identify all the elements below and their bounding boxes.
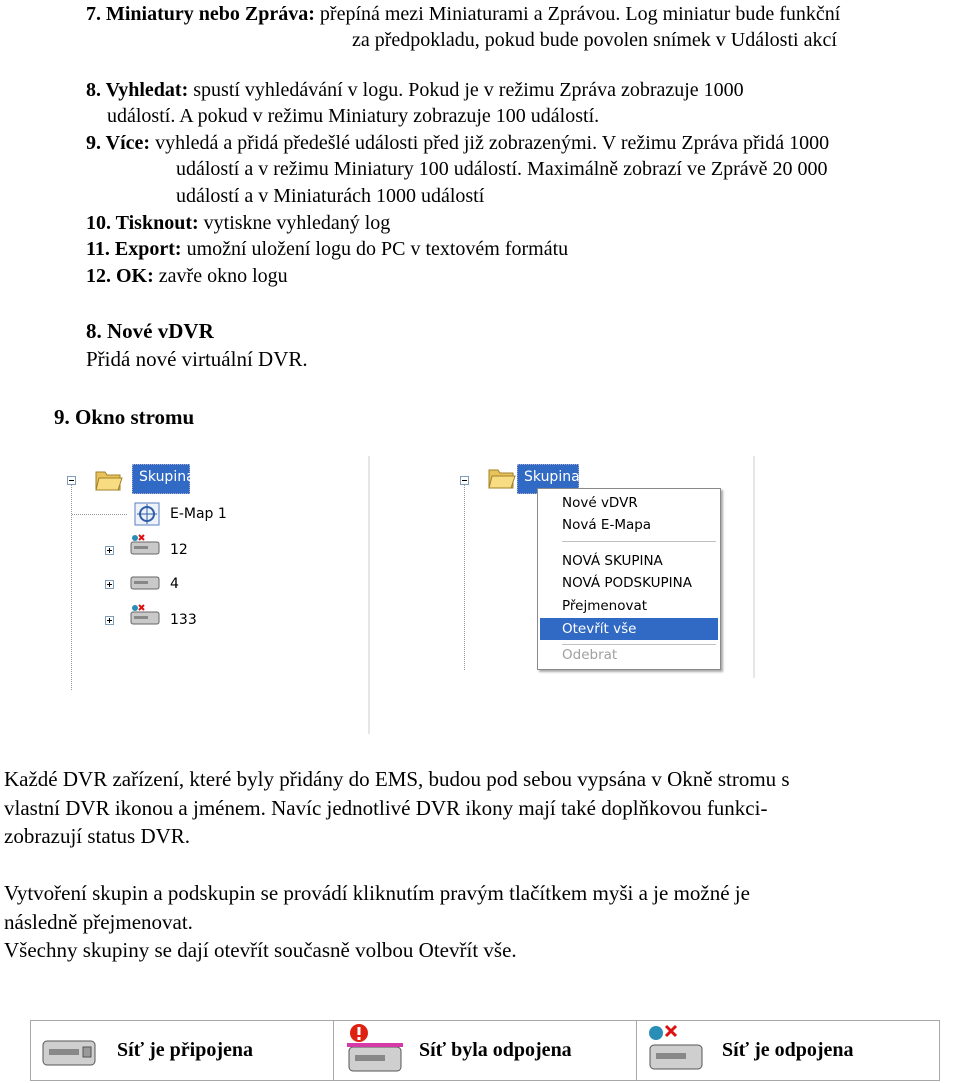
tree-item-dvr[interactable]: 4 [170, 576, 179, 592]
item-text: umožní uložení logu do PC v textovém formátu [186, 238, 569, 260]
expand-icon[interactable] [105, 616, 114, 625]
item-9-cont2: událostí a v Miniaturách 1000 událostí [176, 185, 485, 207]
item-9 [86, 131, 829, 155]
item-text: vytiskne vyhledaný log [203, 212, 391, 234]
folder-open-icon [487, 464, 517, 490]
item-11 [86, 237, 568, 261]
dvr-disconnected-icon [130, 604, 160, 626]
collapse-icon[interactable] [460, 476, 469, 485]
tree-item-emap[interactable]: E-Map 1 [170, 506, 227, 522]
status-legend [30, 1020, 940, 1081]
item-text: přepíná mezi Miniaturami a Zprávou. Log miniatur bude funkční [319, 3, 841, 25]
menu-item-new-subgroup[interactable]: NOVÁ PODSKUPINA [562, 575, 692, 591]
context-menu [537, 488, 721, 670]
item-8 [86, 78, 744, 102]
item-key: 8. Vyhledat: [86, 79, 189, 101]
legend-label: Síť je připojena [117, 1039, 253, 1061]
tree-item-dvr[interactable]: 133 [170, 612, 197, 628]
item-text: vyhledá a přidá předešlé události před již zobrazenými. V režimu Zpráva přidá 1000 [155, 132, 830, 154]
paragraph-2-line-3: Všechny skupiny se dají otevřít současně volbou Otevřít vše. [4, 938, 517, 962]
emap-icon [134, 502, 160, 526]
dvr-connected-icon [41, 1033, 97, 1069]
item-key: 10. Tisknout: [86, 212, 199, 234]
legend-cell [31, 1021, 334, 1080]
dvr-connected-icon [130, 571, 160, 593]
menu-item-new-emap[interactable]: Nová E-Mapa [562, 517, 652, 533]
item-text: zavře okno logu [158, 265, 288, 287]
item-9-cont: událostí a v režimu Miniatury 100 událostí. Maximálně zobrazí ve Zprávě 20 000 [176, 158, 828, 180]
collapse-icon[interactable] [67, 476, 76, 485]
section-8-heading: 8. Nové vDVR [86, 319, 214, 343]
tree-panel-left [54, 456, 370, 734]
expand-icon[interactable] [105, 546, 114, 555]
paragraph-2-line-1: Vytvoření skupin a podskupin se provádí kliknutím pravým tlačítkem myši a je možné je [4, 881, 750, 905]
menu-item-new-group[interactable]: NOVÁ SKUPINA [562, 553, 663, 569]
item-7 [86, 2, 840, 26]
item-key: 11. Export: [86, 238, 182, 260]
legend-label: Síť je odpojena [722, 1039, 854, 1061]
tree-item-skupina[interactable]: Skupina [132, 464, 190, 494]
item-8-cont: událostí. A pokud v režimu Miniatury zobrazuje 100 událostí. [107, 105, 600, 127]
section-8-text: Přidá nové virtuální DVR. [86, 347, 308, 371]
menu-item-open-all[interactable]: Otevřít vše [540, 618, 718, 640]
item-12 [86, 264, 288, 288]
item-key: 9. Více: [86, 132, 151, 154]
item-key: 7. Miniatury nebo Zpráva: [86, 3, 315, 25]
item-7-cont: za předpokladu, pokud bude povolen snímek v Události akcí [352, 29, 837, 51]
paragraph-2-line-2: následně přejmenovat. [4, 910, 193, 934]
dvr-disconnected-icon [646, 1023, 706, 1077]
paragraph-1-line-3: zobrazují status DVR. [4, 824, 191, 848]
section-9-heading: 9. Okno stromu [54, 405, 195, 429]
paragraph-1-line-1: Každé DVR zařízení, které byly přidány do EMS, budou pod sebou vypsána v Okně stromu s [4, 767, 790, 791]
menu-item-rename[interactable]: Přejmenovat [562, 598, 648, 614]
menu-item-remove: Odebrat [562, 647, 618, 663]
tree-item-dvr[interactable]: 12 [170, 542, 188, 558]
legend-cell [636, 1021, 939, 1080]
tree-item-skupina[interactable]: Skupina [517, 464, 579, 494]
item-text: spustí vyhledávání v logu. Pokud je v režimu Zpráva zobrazuje 1000 [193, 79, 744, 101]
legend-cell [333, 1021, 637, 1080]
item-10 [86, 211, 390, 235]
legend-label: Síť byla odpojena [419, 1039, 572, 1061]
menu-item-new-vdvr[interactable]: Nové vDVR [562, 495, 638, 511]
dvr-was-disconnected-icon [345, 1023, 405, 1077]
folder-open-icon [94, 466, 124, 492]
dvr-disconnected-icon [130, 534, 160, 556]
item-key: 12. OK: [86, 265, 154, 287]
expand-icon[interactable] [105, 580, 114, 589]
paragraph-1-line-2: vlastní DVR ikonou a jménem. Navíc jednotlivé DVR ikony mají také doplňkovou funkci- [4, 796, 768, 820]
